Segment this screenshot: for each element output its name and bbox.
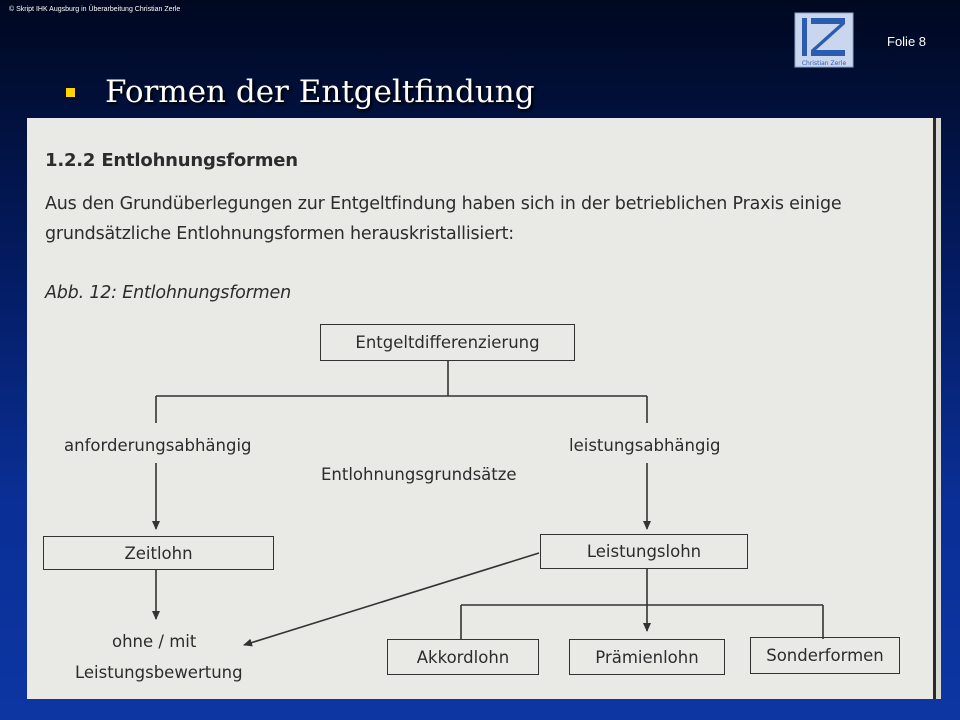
document-paragraph-line-1: Aus den Grundüberlegungen zur Entgeltfindung haben sich in der betrieblichen Praxis einige — [45, 194, 842, 214]
logo-icon — [794, 12, 854, 68]
node-akkordlohn: Akkordlohn — [387, 639, 539, 675]
label-leistungsbewertung: Leistungsbewertung — [75, 663, 243, 682]
scanned-document — [27, 118, 934, 699]
slide-number: Folie 8 — [887, 34, 927, 49]
scan-border-shadow — [936, 118, 941, 699]
label-ohne-mit: ohne / mit — [112, 632, 197, 651]
slide-title-row — [66, 74, 535, 110]
svg-text:Christian Zerle: Christian Zerle — [801, 60, 847, 67]
diagram-connectors — [27, 118, 934, 699]
copyright-notice: © Skript IHK Augsburg in Überarbeitung Christian Zerle — [9, 6, 181, 13]
document-heading: 1.2.2 Entlohnungsformen — [45, 150, 298, 171]
node-praemienlohn: Prämienlohn — [569, 639, 725, 675]
node-leistungslohn: Leistungslohn — [540, 534, 748, 569]
label-anforderungsabhaengig: anforderungsabhängig — [64, 436, 252, 455]
document-paragraph-line-2: grundsätzliche Entlohnungsformen herauskristallisiert: — [45, 224, 515, 244]
node-zeitlohn: Zeitlohn — [43, 536, 274, 570]
bullet-icon — [66, 88, 75, 97]
slide-title: Formen der Entgeltfindung — [105, 74, 535, 110]
label-entlohnungsgrundsaetze: Entlohnungsgrundsätze — [321, 465, 517, 484]
figure-caption: Abb. 12: Entlohnungsformen — [45, 283, 291, 303]
label-leistungsabhaengig: leistungsabhängig — [569, 436, 721, 455]
node-entgeltdifferenzierung: Entgeltdifferenzierung — [320, 324, 575, 361]
node-sonderformen: Sonderformen — [750, 637, 900, 674]
